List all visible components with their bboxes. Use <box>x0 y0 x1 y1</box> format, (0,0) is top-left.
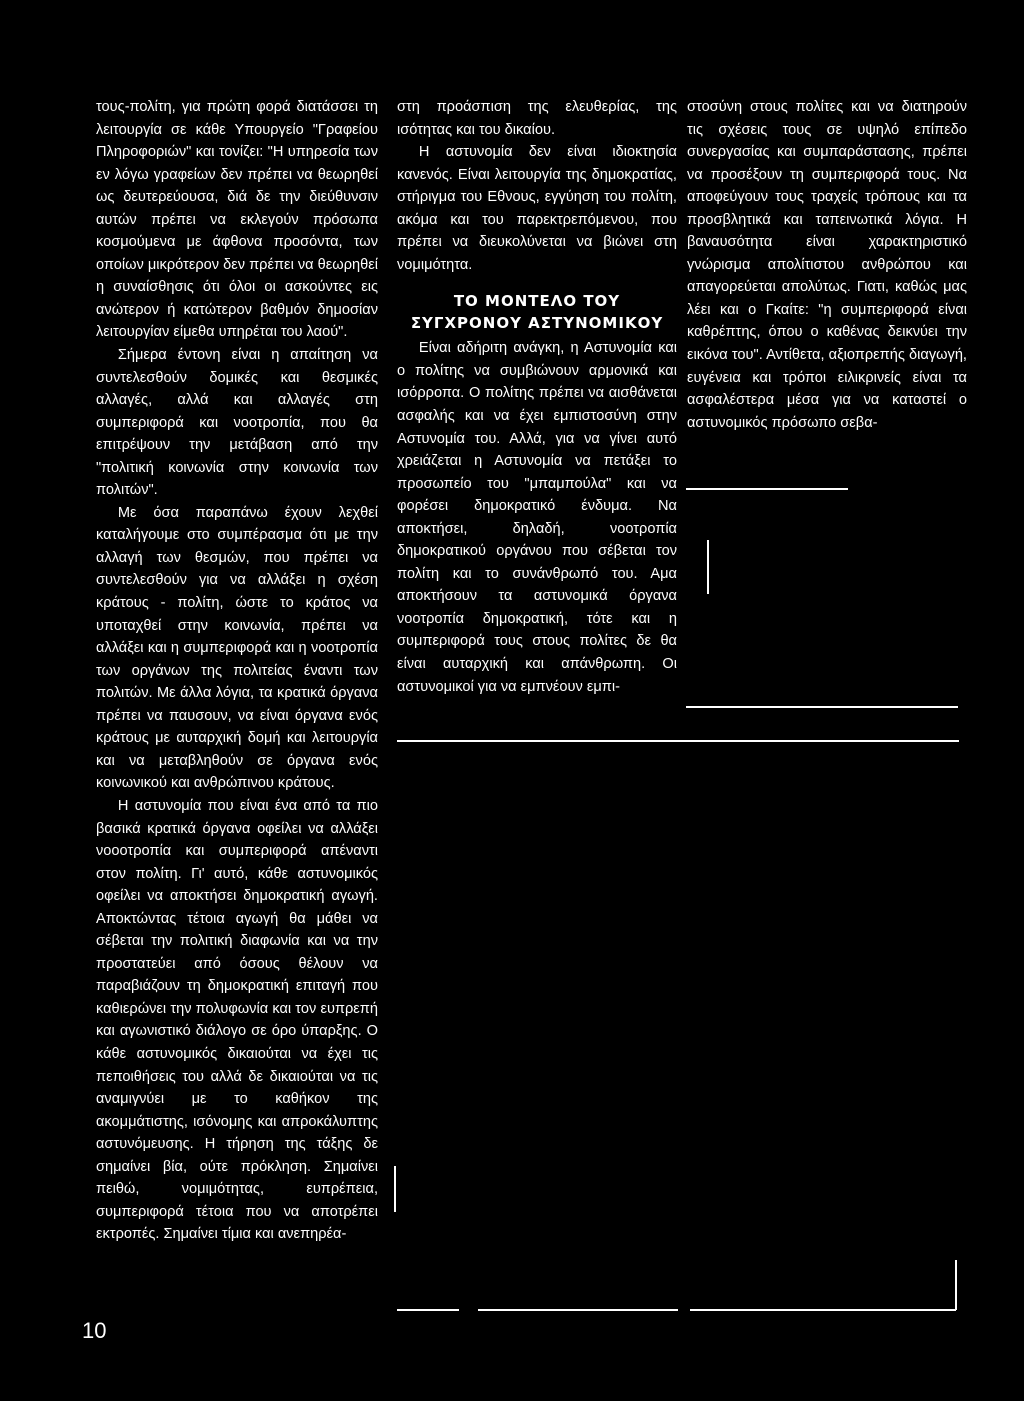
paragraph: Σήμερα έντονη είναι η απαίτηση να συντελεσθούν δομικές και θεσμικές αλλαγές, αλλά και αλλαγές στη συμπεριφορά και νοοτροπία, που θα επιτρέψουν την μετάβαση από την "πολιτική κοινωνία στην κοινωνία των πολιτών". <box>96 347 378 499</box>
paragraph: στη προάσπιση της ελευθερίας, της ισότητας και του δικαίου. <box>397 99 677 138</box>
section-heading <box>397 290 677 334</box>
frame-line <box>397 740 959 742</box>
text-column-1 <box>96 96 378 1246</box>
paragraph: Είναι αδήριτη ανάγκη, η Αστυνομία και ο πολίτης να συμβιώνουν αρμονικά και ισόρροπα. Ο πολίτης πρέπει να αισθάνεται ασφαλής και να έχει εμπιστοσύνη στην Αστυνομία του. Αλλά, για να γίνει αυτό χρειάζεται η Αστυνομία να πετάξει το προσωπείο του "μπαμπούλα" και να φορέσει δημοκρατικό ένδυμα. Να αποκτήσει, δηλαδή, νοοτροπία δημοκρατικού οργάνου που σέβεται τον πολίτη και το συνάνθρωπό του. Αμα αποκτήσουν τα αστυνομικά όργανα νοοτροπία δημοκρατική, τότε και η συμπεριφορά τους στους πολίτες δε θα είναι αυταρχική και απάνθρωπη. Οι αστυνομικοί για να εμπνέουν εμπι- <box>397 340 677 695</box>
frame-line <box>955 1260 957 1310</box>
frame-line <box>690 1309 956 1311</box>
paragraph: Η αστυνομία που είναι ένα από τα πιο βασικά κρατικά όργανα οφείλει να αλλάξει νοοοτροπία και συμπεριφορά απέναντι στον πολίτη. Γι' αυτό, κάθε αστυνομικός οφείλει να αποκτήσει δημοκρατική αγωγή. Αποκτώντας τέτοια αγωγή θα μάθει να σέβεται την πολιτική διαφωνία και να την προστατεύει από όσους θέλουν να παραβιάζουν τη δημοκρατική επιταγή που καθιερώνει την πολυφωνία και τον ευπρεπή και αγωνιστικό διάλογο σε όρο ύπαρξης. Ο κάθε αστυνομικός δικαιούται να έχει τις πεποιθήσεις του αλλά δε δικαιούται να τις αναμιγνύει με το καθήκον της ακομμάτιστης, ισόνομης και απροκάλυπτης αστυνόμευσης. Η τήρηση της τάξης δε σημαίνει βία, ούτε πρόκληση. Σημαίνει πειθώ, νομιμότητας, ευπρέπεια, συμπεριφορά τέτοια που να αποτρέπει εκτροπές. Σημαίνει τίμια και ανεπηρέα- <box>96 797 378 1243</box>
paragraph: στοσύνη στους πολίτες και να διατηρούν τις σχέσεις τους σε υψηλό επίπεδο συνεργασίας και συμπαράστασης, πρέπει να προσέξουν τη συμπεριφορά τους. Να αποφεύγουν τους τραχείς τρόπους και τα προσβλητικά και ταπεινωτικά λόγια. Η βαναυσότητα είναι χαρακτηριστικό γνώρισμα απολίτιστου ανθρώπου και απαγορεύεται απολύτως. Γιατι, καθώς μας λέει και ο Γκαίτε: "η συμπεριφορά είναι καθρέπτης, όπου ο καθένας δεικνύει την εικόνα του". Αντίθετα, αξιοπρεπής διαγωγή, ευγένεια και τρόποι ειλικρινείς είναι τα ασφαλέστερα μέσα για να καταστεί ο αστυνομικός πρόσωπο σεβα- <box>687 99 967 431</box>
paragraph: τους-πολίτη, για πρώτη φορά διατάσσει τη λειτουργία σε κάθε Υπουργείο "Γραφείου Πληροφοριών" και τονίζει: "Η υπηρεσία των εν λόγω γραφείων δεν πρέπει να θεωρηθεί ως δευτερεύουσα, διά δε την διεύθυνσιν αυτών πρέπει να εκλεγούν πρόσωπα κοσμούμενα με άφθονα προσόντα, των οποίων μικρότερον δεν πρέπει να θεωρηθεί η συναίσθησις ότι όλοι οι ασκούντες εις ανώτερον ή κατώτερον βαθμόν δημοσίαν λειτουργίαν είμεθα υπηρέται του λαού". <box>96 99 378 341</box>
frame-line <box>686 488 848 490</box>
frame-line <box>394 1166 396 1212</box>
paragraph: Η αστυνομία δεν είναι ιδιοκτησία κανενός. Είναι λειτουργία της δημοκρατίας, στήριγμα του Εθνους, εγγύηση του πολίτη, ακόμα και του παρεκτρεπόμενου, που πρέπει να διευκολύνεται να βιώνει στη νομιμότητα. <box>397 144 677 273</box>
frame-line <box>478 1309 678 1311</box>
section-heading-line-2: ΣΥΓΧΡΟΝΟΥ ΑΣΤΥΝΟΜΙΚΟΥ <box>410 314 664 333</box>
frame-line <box>707 540 709 594</box>
section-heading-line-1: ΤΟ ΜΟΝΤΕΛΟ ΤΟΥ <box>453 292 621 311</box>
paragraph: Με όσα παραπάνω έχουν λεχθεί καταλήγουμε στο συμπέρασμα ότι με την αλλαγή των θεσμών, που πρέπει να συντελεσθούν για να αλλάξει η σχέση κράτους - πολίτη, ώστε το κράτος να υποταχθεί στην κοινωνία, πρέπει να αλλάξει και η συμπεριφορά και η νοοτροπία των οργάνων της πολιτείας έναντι των πολιτών. Με άλλα λόγια, τα κρατικά όργανα πρέπει να παυσουν, να είναι όργανα ενός κράτους με αυταρχική δομή και λειτουργία και να μεταβληθούν σε όργανα ενός κοινωνικού και ανθρώπινου κράτους. <box>96 504 378 792</box>
text-column-2 <box>397 96 677 698</box>
text-column-3 <box>687 96 967 434</box>
page-number: 10 <box>82 1318 107 1343</box>
frame-line <box>686 706 958 708</box>
frame-line <box>397 1309 459 1311</box>
